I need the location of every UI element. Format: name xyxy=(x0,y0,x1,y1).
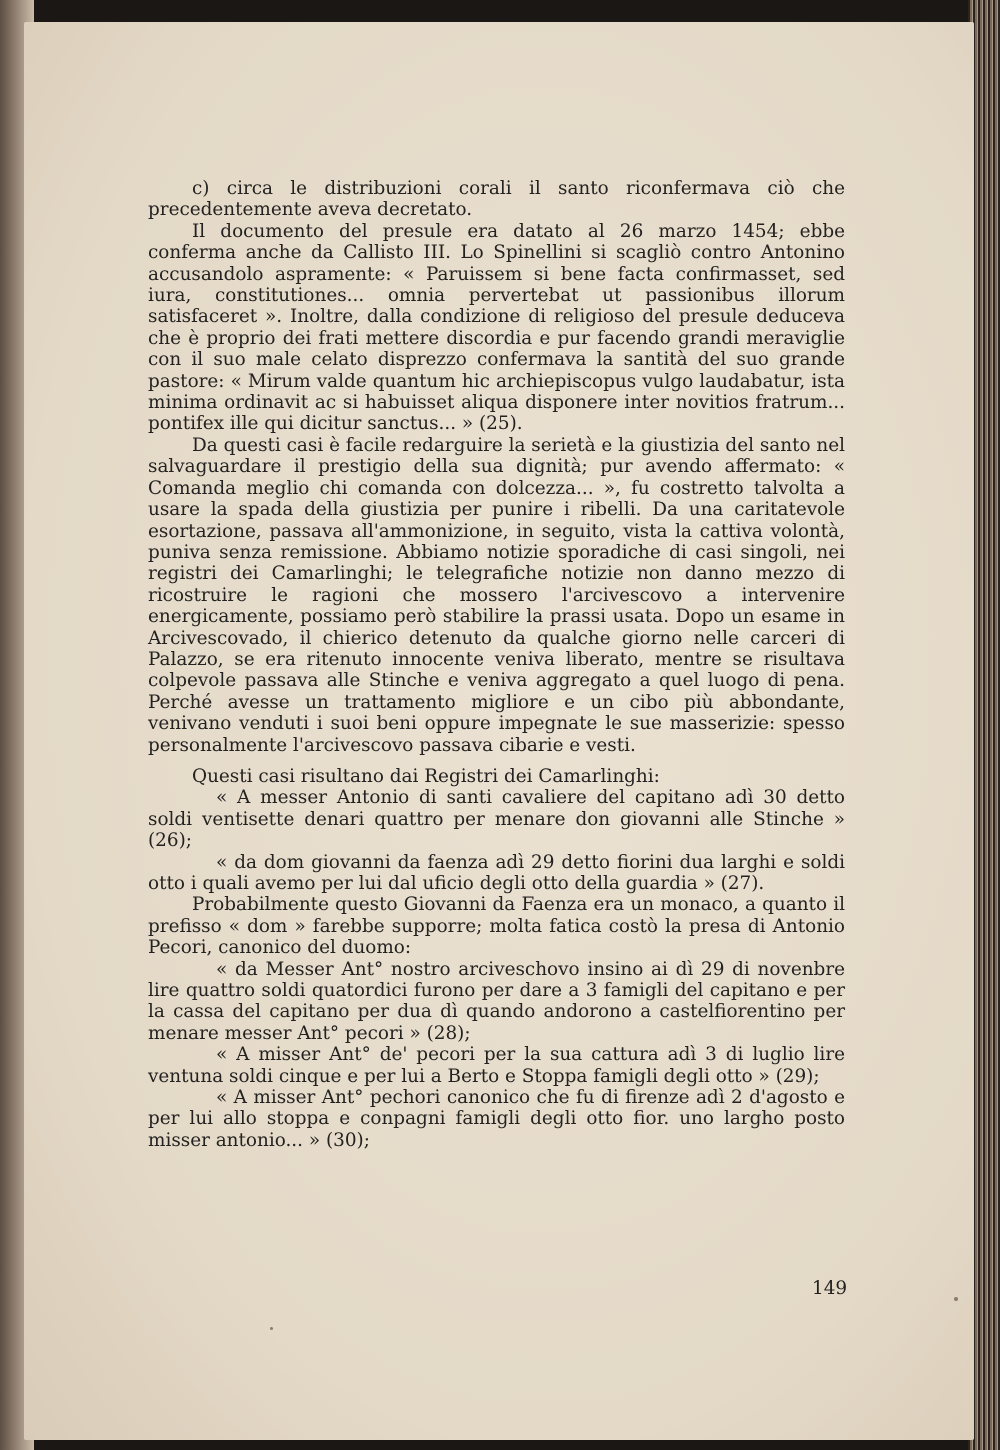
quote-27: « da dom giovanni da faenza adì 29 detto fiorini dua larghi e soldi otto i quali avemo per lui dal uficio degli otto della guardia » (27). xyxy=(148,851,845,894)
paragraph-registri-intro: Questi casi risultano dai Registri dei Camarlinghi: xyxy=(192,765,660,787)
quote-30: « A misser Ant° pechori canonico che fu di firenze adì 2 d'agosto e per lui allo stoppa e conpagni famigli degli otto fior. uno largho posto misser antonio... » (30); xyxy=(148,1087,845,1151)
quote-29: « A misser Ant° de' pecori per la sua cattura adì 3 di luglio lire ventuna soldi cinque e per lui a Berto e Stoppa famigli degli otto » (29); xyxy=(148,1044,845,1087)
body-text xyxy=(148,178,845,1151)
quote-28: « da Messer Ant° nostro arciveschovo insino ai dì 29 di novenbre lire quattro soldi quatordici furono per dare a 3 famigli del capitano e per la cassa del capitano per dua dì quando andorono a castelfiorentino per menare messer Ant° pecori » (28); xyxy=(148,958,845,1044)
paper-speck xyxy=(954,1297,958,1301)
paragraph-distribuzioni-corali: c) circa le distribuzioni corali il santo riconfermava ciò che precedentemente aveva decretato. xyxy=(148,178,845,221)
quote-26: « A messer Antonio di santi cavaliere del capitano adì 30 detto soldi ventisette denari quattro per menare don giovanni alle Stinche » (26); xyxy=(148,787,845,852)
paragraph-giustizia-santo: Da questi casi è facile redarguire la serietà e la giustizia del santo nel salvaguardare il prestigio della sua dignità; pur avendo affermato: « Comanda meglio chi comanda con dolcezza... », fu costretto talvolta a usare la spada della giustizia per punire i ribelli. Da una caritatevole esortazione, passava all'ammonizione, in seguito, vista la cattiva volontà, puniva senza remissione. Abbiamo notizie sporadiche di casi singoli, nei registri dei Camarlinghi; le telegrafiche notizie non danno mezzo di ricostruire le ragioni che mossero l'arcivescovo a intervenire energicamente, possiamo però stabilire la prassi usata. Dopo un esame in Arcivescovado, il chierico detenuto da qualche giorno nelle carceri di Palazzo, se era ritenuto innocente veniva liberato, mentre se risultava colpevole passava alle Stinche e veniva aggregato a quel luogo di pena. Perché avesse un trattamento migliore e un cibo più abbondante, venivano venduti i suoi beni oppure impegnate le sue masserizie: spesso personalmente l'arcivescovo passava cibarie e vesti. xyxy=(148,434,845,756)
paper-speck xyxy=(270,1327,273,1330)
page-number: 149 xyxy=(812,1278,848,1299)
paragraph-giovanni-faenza: Probabilmente questo Giovanni da Faenza era un monaco, a quanto il prefisso « dom » farebbe supporre; molta fatica costò la presa di Antonio Pecori, canonico del duomo: xyxy=(148,894,845,959)
paragraph-documento-presule: Il documento del presule era datato al 26 marzo 1454; ebbe conferma anche da Callisto III. Lo Spinellini si scagliò contro Antonino accusandolo aspramente: « Paruissem si bene facta confirmasset, sed iura, constitutiones... omnia pervertebat ut passionibus illorum satisfaceret ». Inoltre, dalla condizione di religioso del presule deduceva che è proprio dei frati mettere discordia e pur facendo grandi meraviglie con il suo male celato disprezzo confermava la santità del suo grande pastore: « Mirum valde quantum hic archiepiscopus vulgo laudabatur, ista minima ordinavit ac si habuisset aliqua disponere inter novitios fratrum... pontifex ille qui dicitur sanctus... » (25). xyxy=(148,220,845,435)
